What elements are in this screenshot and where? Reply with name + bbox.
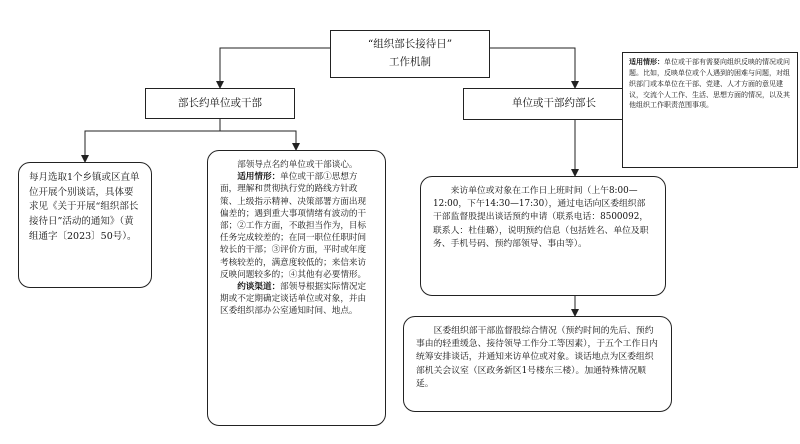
- arrow-left-branch-to-child-a: [85, 119, 220, 162]
- left-child-b-channel: [220, 281, 373, 318]
- left-child-a-box: [18, 162, 152, 288]
- arrow-left-branch-to-child-b: [220, 131, 296, 150]
- left-child-b-intro: 部领导点名约单位或干部谈心。: [237, 160, 358, 170]
- branch-left-box: [145, 88, 295, 119]
- left-child-b-case: [220, 171, 373, 281]
- note-body: 单位或干部有需要向组织反映的情况或问题。比如，反映单位或个人遇到的困难与问题，对组织部门或本单位在干部、党建、人才方面的意见建议，交流个人工作、生活、思想方面的情况，以及其他组织工作职责范围事项。: [629, 58, 790, 110]
- branch-left-label: 部长约单位或干部: [178, 96, 262, 109]
- left-child-b-case-heading: 适用情形：: [237, 172, 281, 183]
- arrow-title-to-right-branch: [490, 48, 575, 88]
- right-step1-text: 来访单位或对象在工作日上班时间（上午8:00—12:00，下午14:30—17:30），通过电话向区委组织部干部监督股提出谈话预约申请（联系电话：8500092，联系人：杜佳璐），说明预约信息（包括姓名、单位及职务、手机号码、预约部领导、事由等）。: [433, 186, 649, 249]
- left-child-b-channel-heading: 约谈渠道：: [237, 282, 281, 293]
- branch-right-label: 单位或干部约部长: [512, 97, 596, 110]
- title-line-1: “组织部长接待日”: [367, 38, 453, 51]
- left-child-a-text: 每月选取1个乡镇或区直单位开展个别谈话，具体要求见《关于开展“组织部长接待日”活动的通知》（黄组通字〔2023〕50号）。: [29, 172, 140, 242]
- note-heading: 适用情形：: [629, 57, 664, 66]
- left-child-b-channel-text: 部领导根据实际情况定期或不定期确定谈话单位或对象，并由区委组织部办公室通知时间、地点。: [220, 282, 367, 317]
- branch-right-box: [463, 88, 645, 120]
- left-child-b-case-text: 单位或干部①思想方面，理解和贯彻执行党的路线方针政策、上级指示精神、决策部署方面出现偏差的；遇到重大事项情绪有波动的干部；②工作方面，不敢担当作为，目标任务完成较差的；在同一职位任职时间较长的干部；③评价方面，平时或年度考核较差的，满意度较低的；来信来访反映问题较多的；④其他有必要情形。: [220, 172, 367, 280]
- left-child-b-box: [207, 150, 386, 426]
- right-step2-box: [403, 316, 672, 412]
- arrow-title-to-left-branch: [220, 48, 330, 88]
- title-box: [330, 30, 490, 78]
- right-step1-box: [420, 176, 666, 296]
- note-box: [622, 52, 798, 168]
- right-step2-text: 区委组织部干部监督股综合情况（预约时间的先后、预约事由的轻重缓急、接待领导工作分工等因素），于五个工作日内统筹安排谈话，并通知来访单位或对象。谈话地点为区委组织部机关会议室（区政务新区1号楼东三楼）。加通特殊情况顺延。: [416, 326, 658, 389]
- title-line-2: 工作机制: [389, 56, 431, 68]
- note-text: [629, 57, 791, 111]
